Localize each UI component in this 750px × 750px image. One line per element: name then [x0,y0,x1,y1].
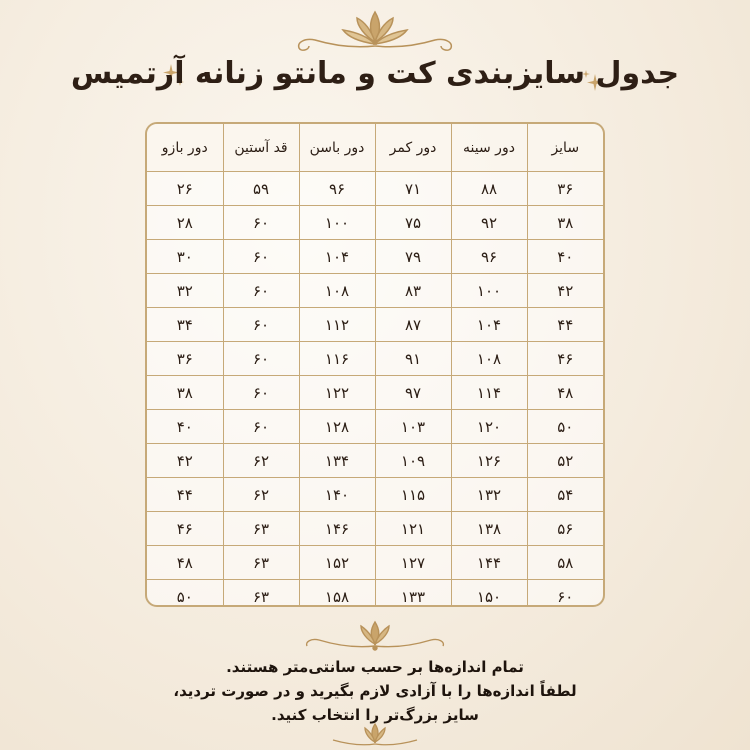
table-cell: ۱۰۴ [299,240,375,274]
note-line: لطفاً اندازه‌ها را با آزادی لازم بگیرید و در صورت تردید، [173,682,577,700]
table-cell: ۵۲ [527,444,603,478]
column-header: دور کمر [375,124,451,172]
table-cell: ۴۸ [147,546,223,580]
top-lotus-ornament-icon [0,8,750,54]
table-cell: ۶۰ [223,240,299,274]
table-cell: ۱۲۷ [375,546,451,580]
table-cell: ۱۱۵ [375,478,451,512]
table-cell: ۱۴۶ [299,512,375,546]
table-row [147,342,603,376]
table-cell: ۱۲۱ [375,512,451,546]
table-cell: ۷۹ [375,240,451,274]
table-cell: ۱۲۰ [451,410,527,444]
table-cell: ۱۵۸ [299,580,375,608]
table-cell: ۵۶ [527,512,603,546]
table-cell: ۵۹ [223,172,299,206]
table-cell: ۵۴ [527,478,603,512]
table-header-row [147,124,603,172]
table-cell: ۱۵۲ [299,546,375,580]
table-cell: ۲۸ [147,206,223,240]
table-cell: ۷۱ [375,172,451,206]
table-cell: ۶۳ [223,580,299,608]
table-cell: ۳۴ [147,308,223,342]
table-cell: ۳۶ [147,342,223,376]
table-cell: ۹۶ [451,240,527,274]
table-cell: ۴۶ [147,512,223,546]
table-cell: ۱۱۴ [451,376,527,410]
table-cell: ۶۰ [223,376,299,410]
table-row [147,478,603,512]
table-row [147,172,603,206]
table-cell: ۶۳ [223,546,299,580]
table-cell: ۶۰ [223,274,299,308]
table-cell: ۴۲ [527,274,603,308]
bottom-lotus-ornament-icon [0,722,750,748]
table-row [147,444,603,478]
page-title: جدول سایزبندی کت و مانتو زنانه آرتمیس [70,56,680,91]
table-cell: ۱۲۲ [299,376,375,410]
table-cell: ۱۰۸ [299,274,375,308]
table-cell: ۱۲۸ [299,410,375,444]
table-cell: ۱۰۰ [451,274,527,308]
table-row [147,240,603,274]
table-cell: ۱۳۸ [451,512,527,546]
table-cell: ۲۶ [147,172,223,206]
table-cell: ۴۶ [527,342,603,376]
table-cell: ۹۱ [375,342,451,376]
table-row [147,308,603,342]
table-cell: ۹۷ [375,376,451,410]
table-cell: ۳۸ [527,206,603,240]
table-cell: ۱۰۹ [375,444,451,478]
table-cell: ۱۰۸ [451,342,527,376]
table-cell: ۶۰ [223,206,299,240]
table-cell: ۱۳۳ [375,580,451,608]
table-cell: ۳۲ [147,274,223,308]
column-header: دور سینه [451,124,527,172]
table-cell: ۳۸ [147,376,223,410]
table-cell: ۱۴۰ [299,478,375,512]
table-cell: ۱۳۲ [451,478,527,512]
table-cell: ۱۴۴ [451,546,527,580]
table-cell: ۱۵۰ [451,580,527,608]
table-cell: ۹۶ [299,172,375,206]
table-cell: ۶۳ [223,512,299,546]
column-header: سایز [527,124,603,172]
middle-lotus-ornament-icon [0,618,750,652]
table-cell: ۸۷ [375,308,451,342]
note-line: سایز بزرگ‌تر را انتخاب کنید. [271,706,479,724]
table-cell: ۴۴ [147,478,223,512]
notes-section [0,655,750,727]
table-row [147,206,603,240]
table-cell: ۹۲ [451,206,527,240]
column-header: قد آستین [223,124,299,172]
note-line: تمام اندازه‌ها بر حسب سانتی‌متر هستند. [226,658,524,676]
table-row [147,512,603,546]
table-row [147,580,603,608]
table-cell: ۵۰ [527,410,603,444]
table-cell: ۱۰۰ [299,206,375,240]
table-cell: ۸۸ [451,172,527,206]
column-header: دور بازو [147,124,223,172]
table-cell: ۱۱۲ [299,308,375,342]
table-row [147,410,603,444]
table-cell: ۱۰۴ [451,308,527,342]
table-cell: ۵۰ [147,580,223,608]
table-cell: ۶۰ [527,580,603,608]
table-cell: ۶۲ [223,478,299,512]
table-cell: ۶۰ [223,410,299,444]
table-cell: ۱۰۳ [375,410,451,444]
table-cell: ۶۰ [223,308,299,342]
size-chart-table [145,122,605,607]
table-cell: ۴۰ [527,240,603,274]
table-cell: ۷۵ [375,206,451,240]
table-cell: ۸۳ [375,274,451,308]
column-header: دور باسن [299,124,375,172]
table-cell: ۱۲۶ [451,444,527,478]
table-row [147,546,603,580]
table-cell: ۴۴ [527,308,603,342]
table-cell: ۱۳۴ [299,444,375,478]
table-cell: ۳۰ [147,240,223,274]
table-cell: ۱۱۶ [299,342,375,376]
table-cell: ۳۶ [527,172,603,206]
table-row [147,274,603,308]
table-cell: ۶۰ [223,342,299,376]
table-cell: ۵۸ [527,546,603,580]
table-cell: ۴۲ [147,444,223,478]
table-row [147,376,603,410]
table-cell: ۴۸ [527,376,603,410]
table-cell: ۴۰ [147,410,223,444]
table-cell: ۶۲ [223,444,299,478]
